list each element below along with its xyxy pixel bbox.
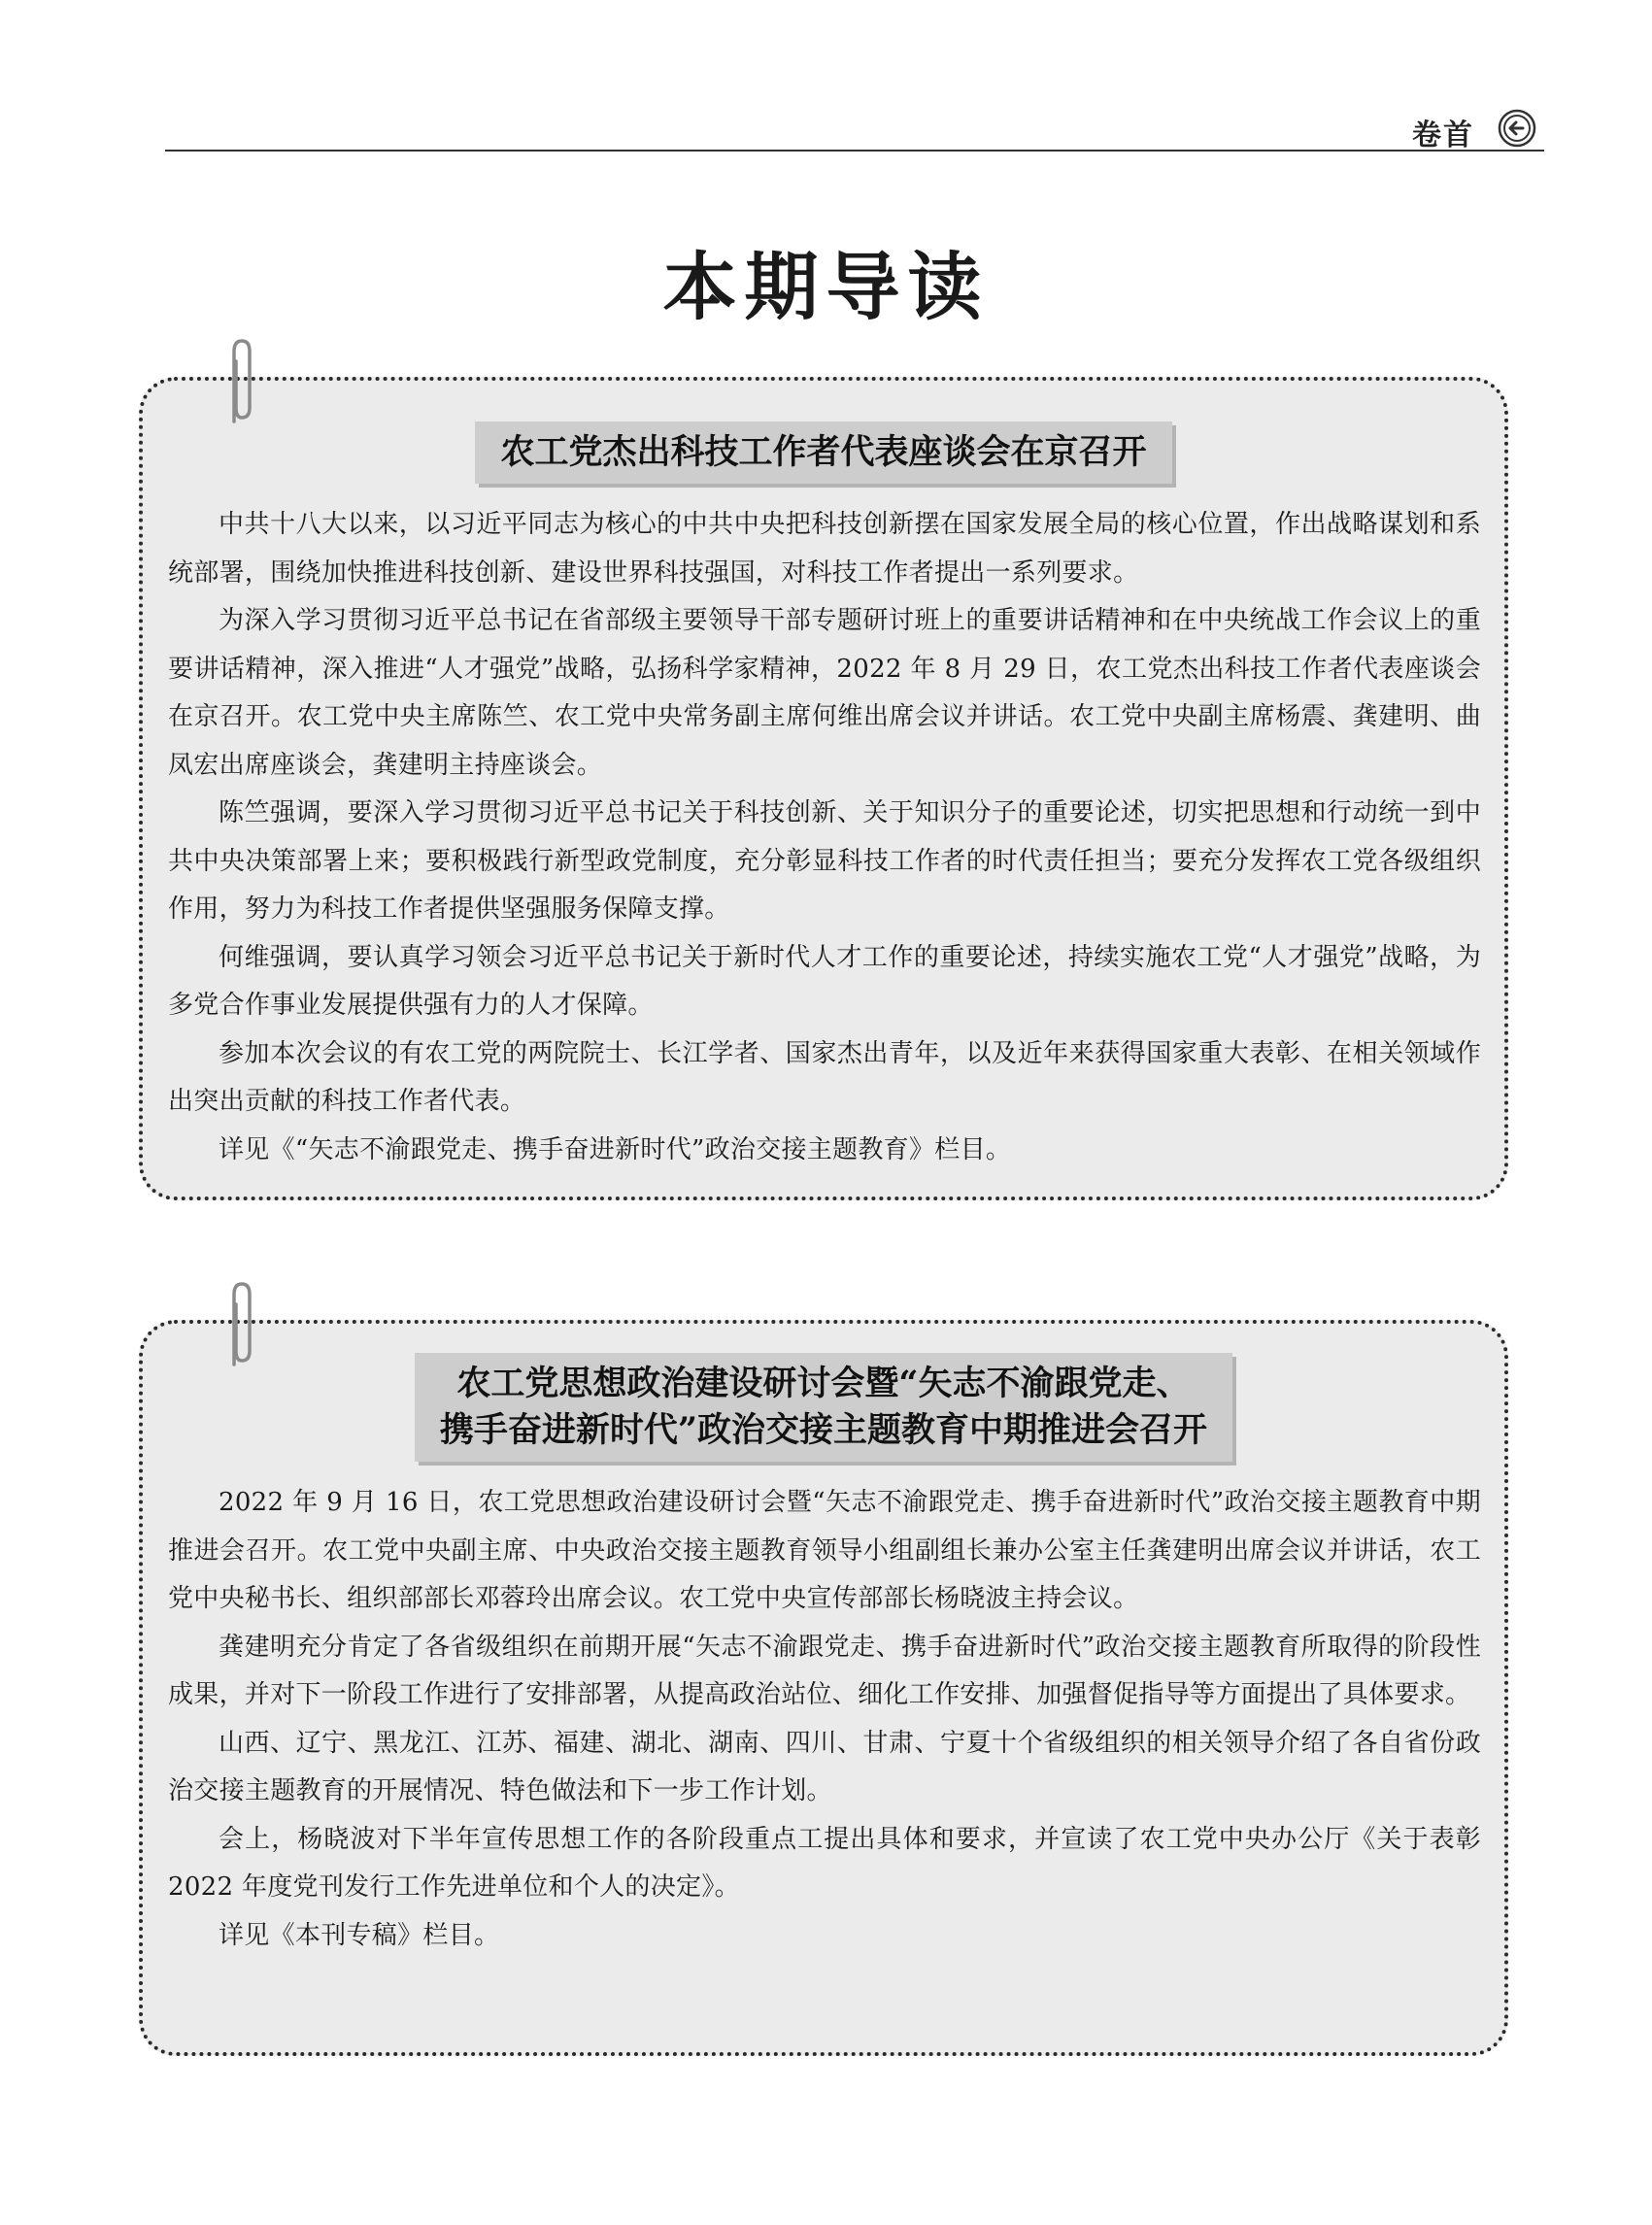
section-label: 卷首	[1412, 118, 1474, 152]
article-body	[168, 1479, 1481, 1960]
article-body	[168, 501, 1481, 1174]
paperclip-icon	[220, 336, 259, 429]
article-paragraph: 参加本次会议的有农工党的两院院士、长江学者、国家杰出青年，以及近年来获得国家重大表彰、在相关领域作出突出贡献的科技工作者代表。	[168, 1038, 1481, 1116]
article-paragraph: 为深入学习贯彻习近平总书记在省部级主要领导干部专题研讨班上的重要讲话精神和在中央统战工作会议上的重要讲话精神，深入推进“人才强党”战略，弘扬科学家精神，2022 年 8 月 29 日，农工党杰出科技工作者代表座谈会在京召开。农工党中央主席陈竺、农工党中央常务副主席何维出席会议并讲话。农工党中央副主席杨震、龚建明、曲凤宏出席座谈会，龚建明主持座谈会。	[168, 606, 1481, 780]
page-title: 本期导读	[662, 244, 990, 330]
article-card-1	[139, 377, 1508, 1200]
article-paragraph: 2022 年 9 月 16 日，农工党思想政治建设研讨会暨“矢志不渝跟党走、携手奋进新时代”政治交接主题教育中期推进会召开。农工党中央副主席、中央政治交接主题教育领导小组副组长兼办公室主任龚建明出席会议并讲话，农工党中央秘书长、组织部部长邓蓉玲出席会议。农工党中央宣传部部长杨晓波主持会议。	[168, 1488, 1481, 1613]
headline-line: 农工党杰出科技工作者代表座谈会在京召开	[500, 432, 1147, 472]
paperclip-icon	[220, 1279, 259, 1372]
article-headline	[475, 421, 1171, 484]
article-card-2	[139, 1320, 1508, 2056]
article-paragraph: 会上，杨晓波对下半年宣传思想工作的各阶段重点工提出具体和要求，并宣读了农工党中央办公厅《关于表彰 2022 年度党刊发行工作先进单位和个人的决定》。	[168, 1824, 1481, 1902]
see-more-note: 详见《“矢志不渝跟党走、携手奋进新时代”政治交接主题教育》栏目。	[219, 1134, 1012, 1164]
headline-line: 携手奋进新时代”政治交接主题教育中期推进会召开	[439, 1410, 1208, 1450]
running-header	[165, 105, 1544, 152]
see-more-note: 详见《本刊专稿》栏目。	[219, 1920, 500, 1950]
article-headline	[415, 1353, 1232, 1462]
headline-line: 农工党思想政治建设研讨会暨“矢志不渝跟党走、	[456, 1364, 1191, 1403]
article-paragraph: 陈竺强调，要深入学习贯彻习近平总书记关于科技创新、关于知识分子的重要论述，切实把思想和行动统一到中共中央决策部署上来；要积极践行新型政党制度，充分彰显科技工作者的时代责任担当；要充分发挥农工党各级组织作用，努力为科技工作者提供坚强服务保障支撑。	[168, 798, 1481, 924]
article-paragraph: 中共十八大以来，以习近平同志为核心的中共中央把科技创新摆在国家发展全局的核心位置，作出战略谋划和系统部署，围绕加快推进科技创新、建设世界科技强国，对科技工作者提出一系列要求。	[168, 510, 1481, 588]
article-paragraph: 山西、辽宁、黑龙江、江苏、福建、湖北、湖南、四川、甘肃、宁夏十个省级组织的相关领导介绍了各自省份政治交接主题教育的开展情况、特色做法和下一步工作计划。	[168, 1728, 1481, 1805]
article-paragraph: 何维强调，要认真学习领会习近平总书记关于新时代人才工作的重要论述，持续实施农工党“人才强党”战略，为多党合作事业发展提供强有力的人才保障。	[168, 942, 1481, 1020]
back-arrow-icon[interactable]	[1498, 109, 1536, 148]
article-paragraph: 龚建明充分肯定了各省级组织在前期开展“矢志不渝跟党走、携手奋进新时代”政治交接主题教育所取得的阶段性成果，并对下一阶段工作进行了安排部署，从提高政治站位、细化工作安排、加强督促指导等方面提出了具体要求。	[168, 1632, 1481, 1709]
